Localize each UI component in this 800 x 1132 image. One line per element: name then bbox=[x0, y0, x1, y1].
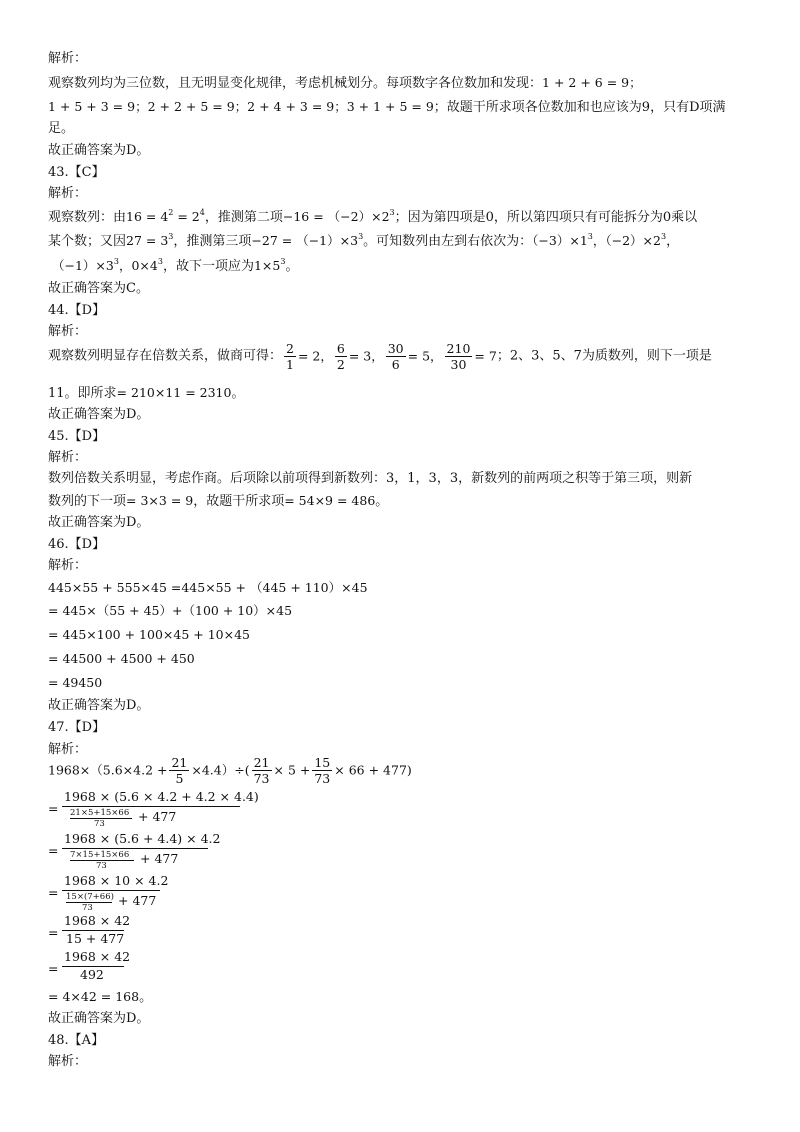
fraction-bar bbox=[62, 890, 160, 891]
q47-math: × 5 + bbox=[273, 762, 311, 778]
q47-math: ×4.4）÷( bbox=[191, 762, 250, 778]
q47-step2-numerator: 1968 × (5.6 + 4.4) × 4.2 bbox=[64, 831, 221, 846]
q45-heading: 45.【D】 bbox=[48, 429, 106, 444]
q46-step: 445×55 + 555×45 =445×55 + （445 + 110）×45 bbox=[48, 580, 368, 595]
q47-step4-numerator: 1968 × 42 bbox=[64, 913, 131, 928]
q43-text: 。可知数列由左到右依次为： bbox=[363, 234, 533, 249]
q44-text: ；2、3、5、7为质数列，则下一项是 bbox=[496, 348, 712, 364]
q47-math: 1968×（5.6×4.2 + bbox=[48, 762, 168, 778]
q44-answer: 故正确答案为D。 bbox=[48, 407, 150, 422]
q47-step3-inner-num: 15×(7+66) bbox=[66, 892, 114, 902]
q43-math: （−1）×3 bbox=[52, 258, 114, 273]
q42-answer: 故正确答案为D。 bbox=[48, 143, 150, 158]
equals-sign: = bbox=[48, 843, 59, 858]
q43-math: ，0×4 bbox=[118, 258, 158, 273]
q43-math: 1×5 bbox=[253, 258, 281, 273]
q47-step3-inner-den: 73 bbox=[82, 903, 93, 913]
q47-step1-inner-num: 21×5+15×66 bbox=[70, 808, 130, 818]
q42-line-3: 足。 bbox=[48, 121, 75, 136]
q43-math: 27 = 3 bbox=[126, 233, 169, 248]
q47-math: × 66 + 477) bbox=[334, 762, 412, 778]
q47-step3-numerator: 1968 × 10 × 4.2 bbox=[64, 873, 169, 888]
q44-math: = 5， bbox=[407, 348, 443, 364]
q47-step2-plus: + 477 bbox=[140, 851, 179, 866]
equals-sign: = bbox=[48, 961, 59, 976]
q46-heading: 46.【D】 bbox=[48, 537, 106, 552]
q45-math: = 54×9 = 486 bbox=[284, 493, 376, 508]
equals-sign: = bbox=[48, 801, 59, 816]
q45-math: = 3×3 = 9 bbox=[126, 493, 194, 508]
q44-fraction: $\frac{30}{6}$ bbox=[387, 341, 404, 372]
q45-line-2 bbox=[48, 493, 388, 510]
q43-text: 。 bbox=[285, 259, 299, 274]
q47-fraction: $\frac{21}{5}$ bbox=[171, 755, 188, 786]
q45-text: 。 bbox=[375, 494, 389, 509]
q44-math: = 2， bbox=[297, 348, 333, 364]
q42-math: 1 + 5 + 3 = 9；2 + 2 + 5 = 9；2 + 4 + 3 = 9；3 + 1 + 5 = 9 bbox=[48, 99, 434, 114]
q44-fraction: $\frac{210}{30}$ bbox=[446, 341, 471, 372]
q42-line-1 bbox=[48, 75, 642, 92]
q46-answer: 故正确答案为D。 bbox=[48, 698, 150, 713]
q44-text: 观察数列明显存在倍数关系，做商可得： bbox=[48, 348, 283, 364]
q47-step1-inner-den: 73 bbox=[94, 819, 105, 829]
q43-math: （−3）×1 bbox=[532, 233, 588, 248]
q42-text: ；故题干所求项各位数加和也应该为9，只有D项满 bbox=[433, 100, 726, 115]
analysis-label: 解析： bbox=[48, 51, 88, 66]
q42-text: 观察数列均为三位数，且无明显变化规律，考虑机械划分。每项数字各位数加和发现： bbox=[48, 76, 543, 91]
q43-math: 16 = 4 bbox=[126, 209, 169, 224]
q47-step2-inner-den: 73 bbox=[96, 861, 107, 871]
q47-step5-numerator: 1968 × 42 bbox=[64, 949, 131, 964]
q47-step5-denominator: 492 bbox=[80, 967, 104, 982]
q42-line-2 bbox=[48, 99, 726, 116]
q45-text: ，故题干所求项 bbox=[193, 494, 285, 509]
q43-math: −16 = （−2）×2 bbox=[282, 209, 390, 224]
q43-math: = 2 bbox=[173, 209, 200, 224]
q47-expression bbox=[48, 755, 412, 786]
q43-math: ，（−2）×2 bbox=[592, 233, 661, 248]
q44-math: = 7 bbox=[474, 348, 497, 364]
q44-line-2 bbox=[48, 385, 244, 402]
q47-final bbox=[48, 989, 152, 1006]
q43-text: 观察数列：由 bbox=[48, 210, 127, 225]
q43-line-1: 观察数列：由$16 = 4^2 = 2^4$，推测第二项$-16 = (-2)\times 2^3$；因为第四项是0，所以第四项只有可能拆分为0乘以 bbox=[48, 208, 698, 225]
q47-step1-plus: + 477 bbox=[138, 809, 177, 824]
q46-step: = 44500 + 4500 + 450 bbox=[48, 651, 195, 666]
q45-text: 数列的下一项 bbox=[48, 494, 127, 509]
q47-fraction: $\frac{15}{73}$ bbox=[314, 755, 331, 786]
q47-math: = 4×42 = 168 bbox=[48, 989, 140, 1004]
q43-text: ，推测第二项 bbox=[204, 210, 283, 225]
analysis-label: 解析： bbox=[48, 742, 88, 757]
q46-step: = 445×100 + 100×45 + 10×45 bbox=[48, 627, 251, 642]
q47-heading: 47.【D】 bbox=[48, 720, 106, 735]
analysis-label: 解析： bbox=[48, 450, 88, 465]
q47-step2-inner-num: 7×15+15×66 bbox=[70, 850, 130, 860]
q43-text: ；因为第四项是0，所以第四项只有可能拆分为0乘以 bbox=[394, 210, 698, 225]
q47-step4-denominator: 15 + 477 bbox=[66, 931, 125, 946]
analysis-label: 解析： bbox=[48, 558, 88, 573]
q44-math: = 210×11 = 2310 bbox=[116, 385, 232, 400]
q43-text: ，推测第三项 bbox=[173, 234, 252, 249]
q44-text: 。 bbox=[231, 386, 245, 401]
q45-answer: 故正确答案为D。 bbox=[48, 515, 150, 530]
q43-text: ，故下一项应为 bbox=[162, 259, 254, 274]
q44-fraction: $\frac{2}{1}$ bbox=[286, 341, 294, 372]
q43-math: −27 = （−1）×3 bbox=[251, 233, 359, 248]
q44-text: 11。即所求 bbox=[48, 386, 117, 401]
analysis-label: 解析： bbox=[48, 1054, 88, 1069]
analysis-label: 解析： bbox=[48, 324, 88, 339]
q47-answer: 故正确答案为D。 bbox=[48, 1011, 150, 1026]
q42-math: 1 + 2 + 6 = 9； bbox=[542, 75, 642, 90]
q43-line-3: $(-1)\times 3^3$，$0\times 4^3$，故下一项应为$1\times 5^3$。 bbox=[52, 257, 299, 274]
q47-step1-numerator: 1968 × (5.6 × 4.2 + 4.2 × 4.4) bbox=[64, 789, 259, 804]
q43-line-2: 某个数；又因$27 = 3^3$，推测第三项$-27 = (-1)\times 3^3$。可知数列由左到右依次为：$(-3)\times 1^3$，$(-2)\times 2^3$， bbox=[48, 232, 680, 249]
q43-heading: 43.【C】 bbox=[48, 165, 105, 180]
q44-heading: 44.【D】 bbox=[48, 303, 106, 318]
q47-text: 。 bbox=[139, 990, 153, 1005]
fraction-bar bbox=[62, 806, 240, 807]
q46-step: = 49450 bbox=[48, 675, 103, 690]
q47-fraction: $\frac{21}{73}$ bbox=[253, 755, 270, 786]
q46-step: = 445×（55 + 45）+（100 + 10）×45 bbox=[48, 603, 293, 618]
analysis-label: 解析： bbox=[48, 186, 88, 201]
q47-step3-plus: + 477 bbox=[118, 893, 157, 908]
q44-line-1 bbox=[48, 341, 712, 372]
fraction-bar bbox=[62, 848, 208, 849]
q45-line-1: 数列倍数关系明显，考虑作商。后项除以前项得到新数列：3，1，3，3，新数列的前两项之积等于第三项，则新 bbox=[48, 471, 693, 486]
q44-fraction: $\frac{6}{2}$ bbox=[336, 341, 345, 372]
q44-math: = 3， bbox=[348, 348, 384, 364]
equals-sign: = bbox=[48, 925, 59, 940]
q43-answer: 故正确答案为C。 bbox=[48, 281, 149, 296]
q48-heading: 48.【A】 bbox=[48, 1033, 105, 1048]
equals-sign: = bbox=[48, 885, 59, 900]
q43-text: 某个数；又因 bbox=[48, 234, 127, 249]
